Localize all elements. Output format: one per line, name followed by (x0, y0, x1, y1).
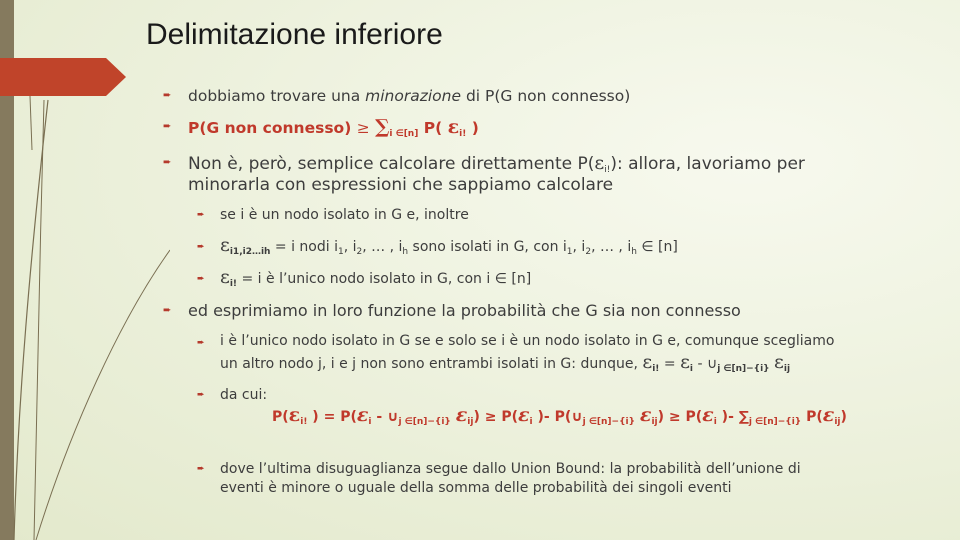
sub-bullet-6-line-1: dove l’ultima disuguaglianza segue dallo Union Bound: la probabilità dell’unione di (220, 461, 801, 477)
sub-bullet-5: da cui: (220, 387, 268, 403)
sub-bullet-3: $\varepsilon_{i!} = i$ è l’unico nodo isolato in G, con i ∈ [n] (220, 266, 532, 289)
sub-bullet-6-line-2: eventi è minore o uguale della somma delle probabilità dei singoli eventi (220, 480, 732, 496)
bullet-3-line-2: minorarla con espressioni che sappiamo calcolare (188, 175, 614, 195)
page-title: Delimitazione inferiore (146, 18, 443, 51)
sub-bullet-1: se i è un nodo isolato in G e, inoltre (220, 207, 469, 223)
arrow-bullet-icon: ➨ (197, 274, 205, 284)
arrow-bullet-icon: ➨ (197, 464, 205, 474)
bullet-1: dobbiamo trovare una minorazione di P(G non connesso) (188, 87, 631, 105)
arrow-bullet-icon: ➨ (163, 157, 172, 168)
sub-bullet-4-line-1: i è l’unico nodo isolato in G se e solo se i è un nodo isolato in G e, comunque scegliamo (220, 333, 835, 349)
sub-bullet-2: $\varepsilon_{i1,i2\dots ih} = i$ nodi $i_1$, $i_2$, … , $i_h$ sono isolati in G, con $i_1$, $i_2$, … , $i_h$ ∈ [n] (220, 234, 678, 257)
title-tab-arrow (0, 58, 126, 96)
arrow-bullet-icon: ➨ (197, 338, 205, 348)
arrow-bullet-icon: ➨ (163, 305, 172, 316)
arrow-bullet-icon: ➨ (163, 121, 172, 132)
bullet-2-formula: P(G non connesso) ≥ $\sum_{i \in[n]}$ P( $\varepsilon_{i!}$ ) (188, 116, 479, 139)
arrow-bullet-icon: ➨ (163, 90, 172, 101)
arrow-bullet-icon: ➨ (197, 390, 205, 400)
sub-bullet-4-line-2: un altro nodo j, i e j non sono entrambi isolati in G: dunque, $\varepsilon_{i!} = \varepsilon_i$ - $\cup_{j \in[n]-\{i\}}$ $\varepsilon_{ij}$ (220, 351, 791, 374)
arrow-bullet-icon: ➨ (197, 242, 205, 252)
inequality-formula: $P(\varepsilon_{i!}$ ) = $P(\varepsilon_i$ - $\cup_{j \in[n]-\{i\}}$ $\varepsilon_{ij}) \ge P(\varepsilon_i$ )- $P(\cup_{j \in[n]-\{i\}}$ $\varepsilon_{ij}) \ge P(\varepsilon_i$ )- $\sum_{j \in[n]-\{i\}}$ $P(\varepsilon_{ij})$ (272, 404, 847, 427)
bullet-4: ed esprimiamo in loro funzione la probabilità che G sia non connesso (188, 301, 741, 320)
bullet-3: Non è, però, semplice calcolare direttamente $P(\varepsilon_{i!})$: allora, lavoriamo per (188, 152, 805, 175)
arrow-bullet-icon: ➨ (197, 210, 205, 220)
